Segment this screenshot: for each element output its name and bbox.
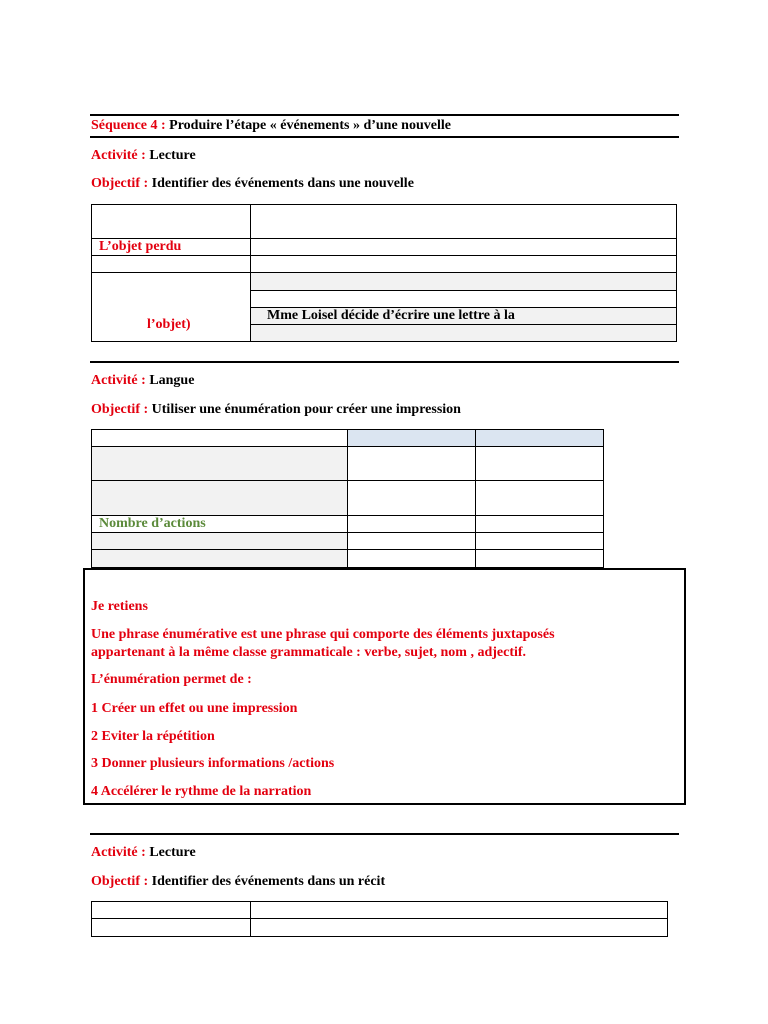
list-item: 3 Donner plusieurs informations /actions (91, 756, 335, 771)
objective-line-2 (91, 402, 461, 418)
objective-value: Utiliser une énumération pour créer une impression (151, 402, 461, 417)
actions-count-label: Nombre d’actions (99, 516, 206, 531)
event-text: Mme Loisel décide d’écrire une lettre à la (267, 308, 515, 323)
table-cell (92, 481, 347, 515)
activity-value: Lecture (149, 148, 196, 163)
list-item: 2 Eviter la répétition (91, 729, 215, 744)
table-cell (251, 272, 676, 290)
section-rule-2 (90, 361, 679, 363)
retain-box (83, 568, 686, 805)
objective-line-1 (91, 176, 414, 192)
table-cell (251, 325, 676, 341)
sequence-heading (91, 118, 451, 134)
purpose-intro: L’énumération permet de : (91, 672, 252, 687)
definition-line-2: appartenant à la même classe grammaticale : verbe, sujet, nom , adjectif. (91, 645, 527, 660)
list-item: 1 Créer un effet ou une impression (91, 701, 298, 716)
table-cell (92, 532, 347, 550)
objective-value: Identifier des événements dans un récit (151, 874, 386, 889)
objective-label: Objectif : (91, 402, 149, 417)
activity-value: Langue (149, 373, 195, 388)
activity-label: Activité : (91, 845, 146, 860)
top-rule (90, 114, 679, 116)
table-header-cell (348, 430, 475, 447)
table-cell (92, 447, 347, 480)
objective-label: Objectif : (91, 176, 149, 191)
lost-object-label: L’objet perdu (99, 239, 182, 254)
activity-line-1 (91, 148, 196, 164)
activity-label: Activité : (91, 148, 146, 163)
header-bottom-rule (90, 136, 679, 138)
retain-title: Je retiens (91, 599, 148, 614)
sequence-label: Séquence 4 : (91, 118, 166, 133)
activity-line-3 (91, 845, 196, 861)
objective-value: Identifier des événements dans une nouvelle (151, 176, 414, 191)
objective-line-3 (91, 874, 385, 890)
table-header-cell (476, 430, 603, 447)
section-rule-3 (90, 833, 679, 835)
activity-label: Activité : (91, 373, 146, 388)
activity-value: Lecture (149, 845, 196, 860)
object-label-fragment: l’objet) (147, 317, 191, 332)
objective-label: Objectif : (91, 874, 149, 889)
activity-line-2 (91, 373, 194, 389)
sequence-title: Produire l’étape « événements » d’une nouvelle (169, 118, 451, 133)
definition-line-1: Une phrase énumérative est une phrase qui comporte des éléments juxtaposés (91, 627, 555, 642)
list-item: 4 Accélérer le rythme de la narration (91, 784, 312, 799)
table-cell (92, 550, 347, 567)
